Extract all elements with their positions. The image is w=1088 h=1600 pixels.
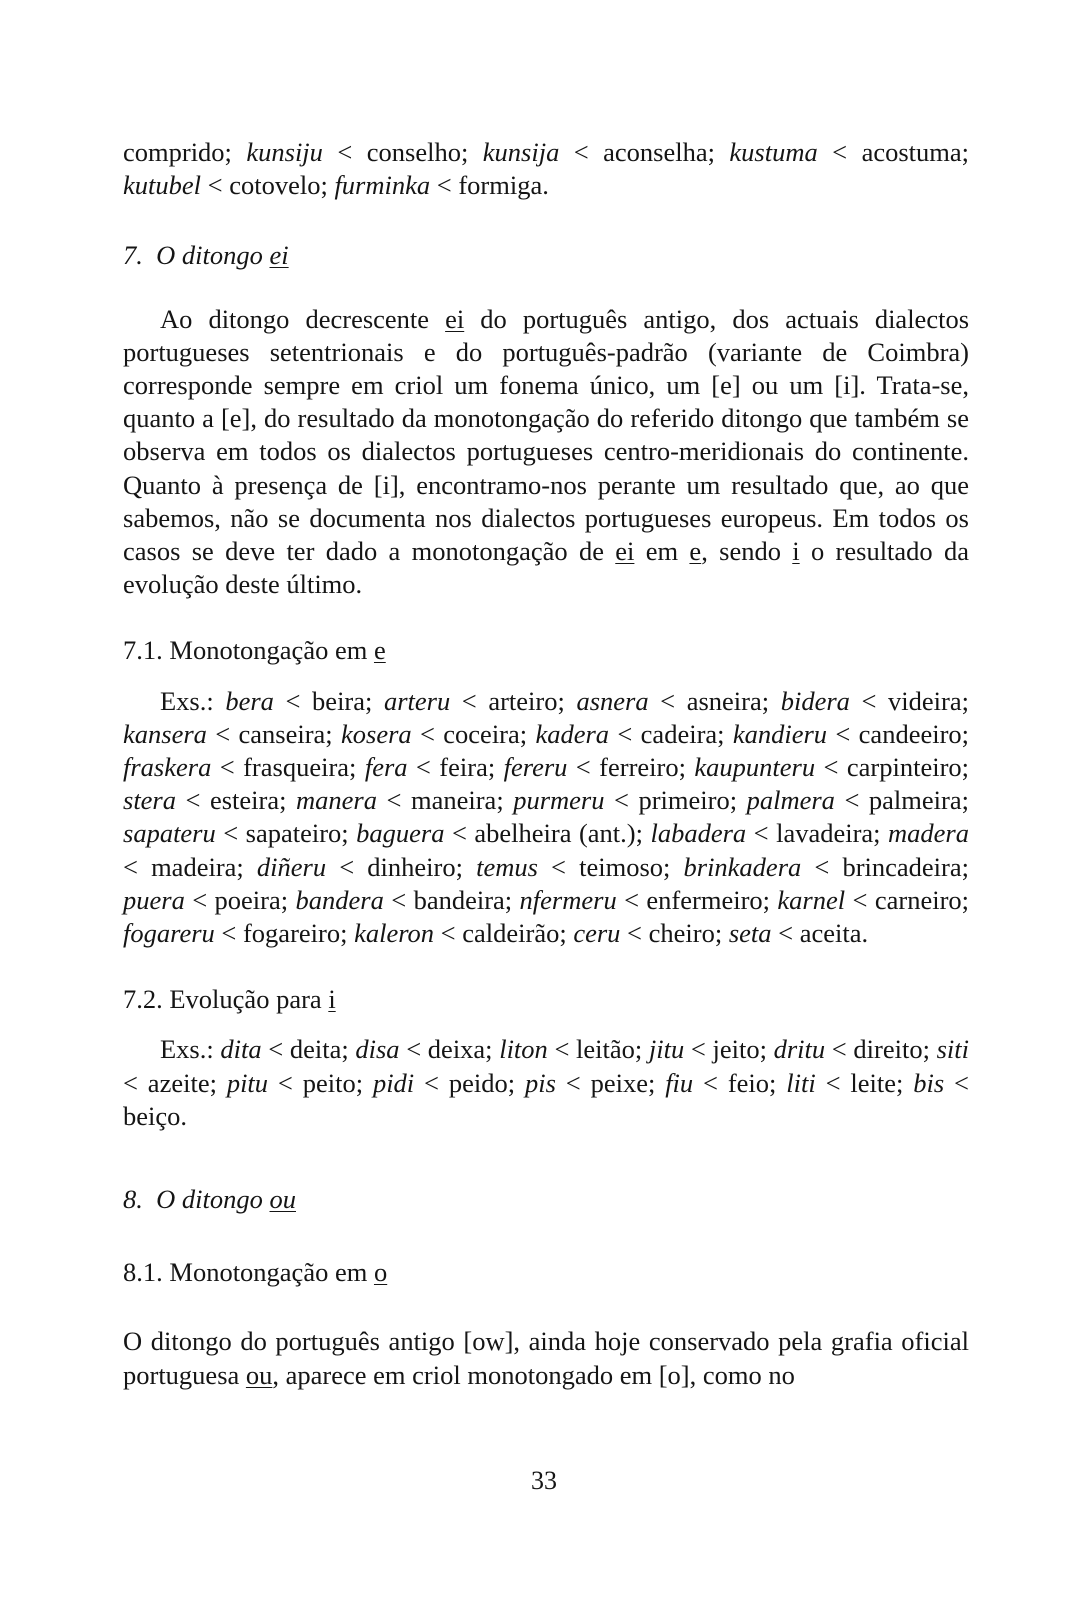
word-form: kandieru <box>732 718 828 749</box>
word-form: bera <box>225 685 274 716</box>
section-7-heading <box>123 239 969 272</box>
word-form: kustuma <box>729 137 818 167</box>
section-8-1-number: 8.1. <box>123 1257 163 1288</box>
word-form: bidera <box>780 685 850 716</box>
word-form: kaleron <box>354 918 435 949</box>
word-form: bis <box>913 1067 945 1098</box>
word-form: fiu <box>665 1067 694 1098</box>
section-7-2-term: i <box>328 984 336 1015</box>
word-form: nfermeru <box>519 884 617 915</box>
word-form: dita <box>220 1034 262 1065</box>
word-form: madera <box>888 818 969 849</box>
section-7-number: 7. <box>123 240 143 271</box>
word-form: disa <box>355 1034 400 1065</box>
word-form: sapateru <box>123 818 216 849</box>
word-form: baguera <box>356 818 445 849</box>
continuation-paragraph: comprido; kunsiju < conselho; kunsija < aconselha; kustuma < acostuma; kutubel < cotovelo; furminka < formiga. <box>123 137 970 201</box>
word-form: liton <box>499 1034 548 1065</box>
word-form: kaupunteru <box>694 752 816 783</box>
section-7-2-number: 7.2. <box>123 984 163 1015</box>
word-form: puera <box>123 884 185 915</box>
word-form: palmera <box>746 785 835 816</box>
phoneme-term: ei <box>615 536 635 567</box>
phoneme-term: e <box>689 536 702 567</box>
section-8-number: 8. <box>123 1184 143 1215</box>
word-form: kutubel <box>123 170 201 201</box>
word-form: fogareru <box>123 918 215 949</box>
section-7-1-term: e <box>373 635 386 666</box>
word-form: diñeru <box>256 851 327 882</box>
word-form: jitu <box>648 1034 685 1065</box>
word-form: stera <box>123 785 176 816</box>
section-7-1-number: 7.1. <box>123 635 163 666</box>
word-form: kunsiju <box>246 137 323 167</box>
word-form: furminka <box>334 170 431 201</box>
word-form: kunsija <box>482 137 560 167</box>
word-form: kosera <box>341 718 412 749</box>
section-8-1-term: o <box>373 1257 388 1288</box>
section-7-title: O ditongo <box>156 240 263 271</box>
phoneme-term: i <box>792 536 800 567</box>
section-7-1-title: Monotongação em <box>169 635 368 666</box>
word-form: temus <box>476 851 538 882</box>
word-form: manera <box>296 785 377 816</box>
phoneme-term: ei <box>445 303 465 334</box>
document-page <box>123 136 969 1392</box>
word-form: fera <box>364 752 408 783</box>
word-form: karnel <box>777 884 846 915</box>
word-form: labadera <box>650 818 747 849</box>
section-8-1-title: Monotongação em <box>169 1257 368 1288</box>
section-8-heading <box>123 1183 969 1216</box>
page-number: 33 <box>531 1466 557 1495</box>
section-8-paragraph: O ditongo do português antigo [ow], ainda hoje conservado pela grafia oficial portuguesa ou, aparece em criol monotongado em [o], como no <box>123 1326 969 1390</box>
word-form: seta <box>728 918 772 949</box>
section-7-paragraph: Ao ditongo decrescente ei do português antigo, dos actuais dialectos portugueses setentrionais e do português-padrão (variante de Coimbra) corresponde sempre em criol um fonema único, um [e] ou um [i]. Trata-se, quanto a [e], do resultado da monotongação do referido ditongo que também se observa em todos os dialectos portugueses centro-meridionais do continente. Quanto à presença de [i], encontramo-nos perante um resultado que, ao que sabemos, não se documenta nos dialectos portugueses europeus. Em todos os casos se deve ter dado a monotongação de ei em e, sendo i o resultado da evolução deste último. <box>123 303 970 600</box>
word-form: arteru <box>383 685 451 716</box>
section-8-1-heading <box>123 1256 969 1289</box>
section-8-title: O ditongo <box>156 1184 263 1215</box>
word-form: pidi <box>372 1067 415 1098</box>
section-7-2-title: Evolução para <box>169 984 322 1015</box>
word-form: brinkadera <box>683 851 802 882</box>
word-form: asnera <box>576 685 649 716</box>
section-7-2-examples: Exs.: dita < deita; disa < deixa; liton < leitão; jitu < jeito; dritu < direito; siti < azeite; pitu < peito; pidi < peido; pis < peixe; fiu < feio; liti < leite; bis < beiço. <box>123 1034 969 1131</box>
word-form: purmeru <box>513 785 605 816</box>
word-form: fereru <box>503 752 568 783</box>
word-form: kansera <box>123 718 207 749</box>
section-7-1-heading <box>123 634 969 667</box>
word-form: pitu <box>226 1067 269 1098</box>
section-8-term: ou <box>269 1184 296 1215</box>
phoneme-term: ou <box>245 1359 273 1390</box>
section-7-1-examples: Exs.: bera < beira; arteru < arteiro; asnera < asneira; bidera < videira; kansera < canseira; kosera < coceira; kadera < cadeira; kandieru < candeeiro; fraskera < frasqueira; fera < feira; fereru < ferreiro; kaupunteru < carpinteiro; stera < esteira; manera < maneira; purmeru < primeiro; palmera < palmeira; sapateru < sapateiro; baguera < abelheira (ant.); labadera < lavadeira; madera < madeira; diñeru < dinheiro; temus < teimoso; brinkadera < brincadeira; puera < poeira; bandera < bandeira; nfermeru < enfermeiro; karnel < carneiro; fogareru < fogareiro; kaleron < caldeirão; ceru < cheiro; seta < aceita. <box>123 685 970 949</box>
section-7-2-heading <box>123 983 969 1016</box>
word-form: kadera <box>535 718 610 749</box>
word-form: bandera <box>295 884 384 915</box>
word-form: pis <box>524 1067 556 1098</box>
word-form: siti <box>936 1034 969 1065</box>
word-form: dritu <box>773 1034 826 1065</box>
word-form: fraskera <box>123 752 212 783</box>
word-form: liti <box>786 1067 816 1098</box>
word-form: ceru <box>573 918 621 949</box>
section-7-term: ei <box>269 240 289 271</box>
